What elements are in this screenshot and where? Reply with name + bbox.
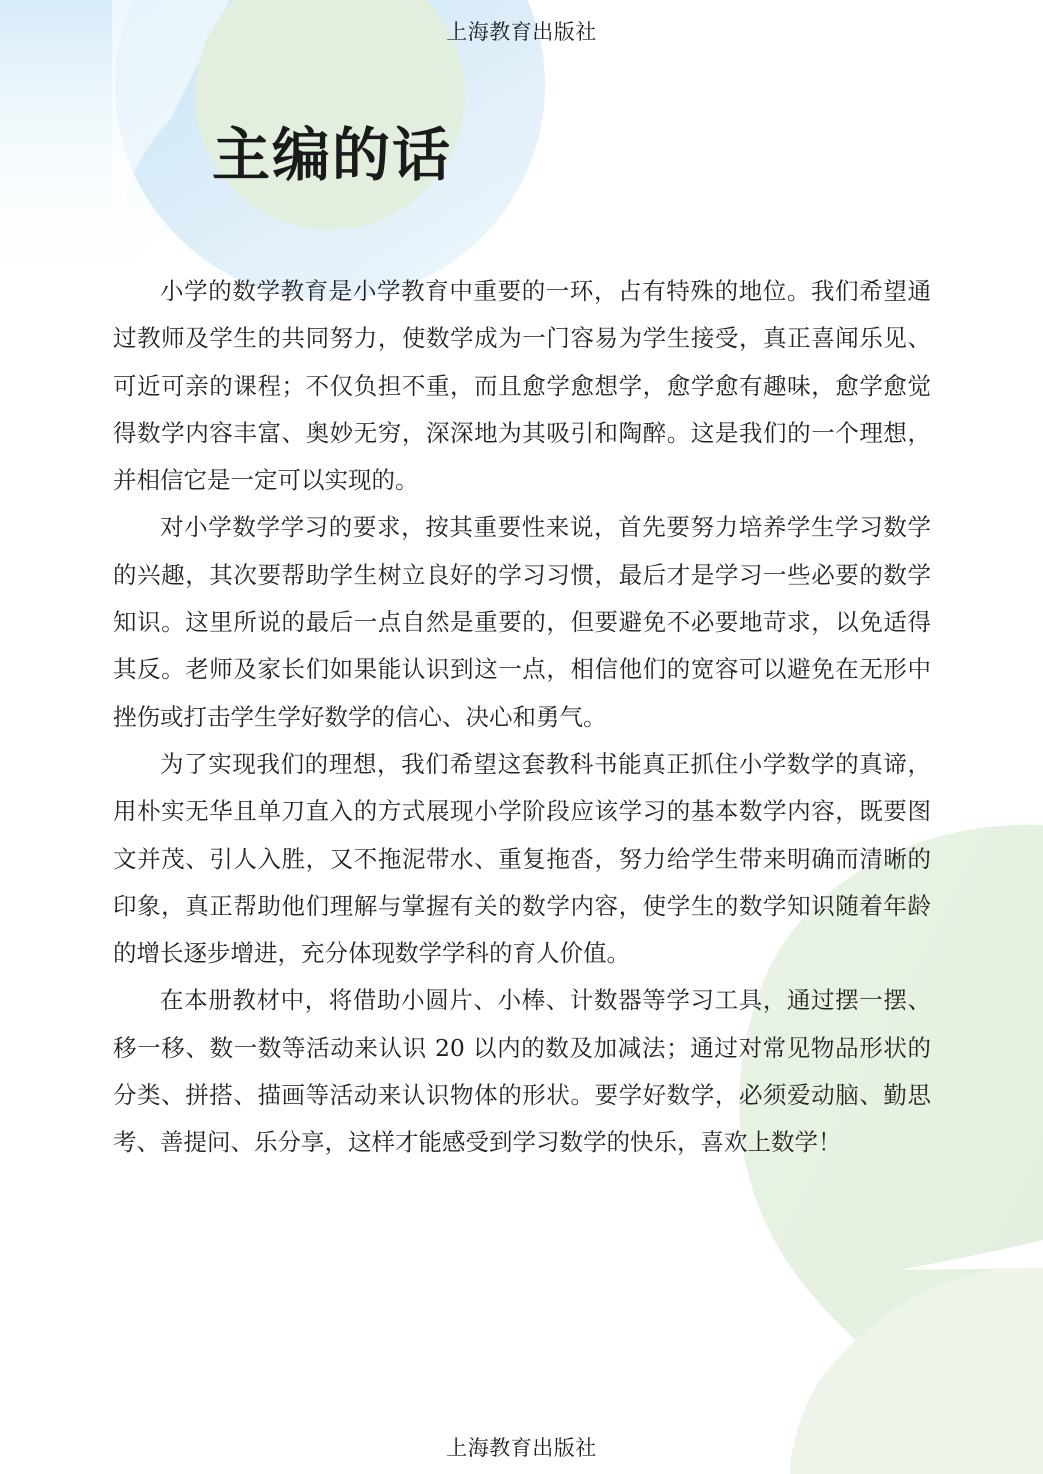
page-title: 主编的话: [212, 121, 453, 189]
paragraph-3: 为了实现我们的理想，我们希望这套教科书能真正抓住小学数学的真谛，用朴实无华且单刀直入的方式展现小学阶段应该学习的基本数学内容，既要图文并茂、引人入胜，又不拖泥带水、重复拖沓，努力给学生带来明确而清晰的印象，真正帮助他们理解与掌握有关的数学内容，使学生的数学知识随着年龄的增长逐步增进，充分体现数学学科的育人价值。: [113, 749, 931, 968]
footer-publisher: 上海教育出版社: [446, 1436, 597, 1460]
page-footer: [0, 1432, 1043, 1462]
paragraph-4: 在本册教材中，将借助小圆片、小棒、计数器等学习工具，通过摆一摆、移一移、数一数等活动来认识 20 以内的数及加减法；通过对常见物品形状的分类、拼搭、描画等活动来认识物体的形状。要学好数学，必须爱动脑、勤思考、善提问、乐分享，这样才能感受到学习数学的快乐，喜欢上数学！: [113, 986, 931, 1157]
paragraph-2: 对小学数学学习的要求，按其重要性来说，首先要努力培养学生学习数学的兴趣，其次要帮助学生树立良好的学习习惯，最后才是学习一些必要的数学知识。这里所说的最后一点自然是重要的，但要避免不必要地苛求，以免适得其反。老师及家长们如果能认识到这一点，相信他们的宽容可以避免在无形中挫伤或打击学生学好数学的信心、决心和勇气。: [113, 513, 931, 731]
body-text: [113, 268, 931, 1167]
page-header: [0, 16, 1043, 46]
paragraph-1: 小学的数学教育是小学教育中重要的一环，占有特殊的地位。我们希望通过教师及学生的共同努力，使数学成为一门容易为学生接受，真正喜闻乐见、可近可亲的课程；不仅负担不重，而且愈学愈想学，愈学愈有趣味，愈学愈觉得数学内容丰富、奥妙无穷，深深地为其吸引和陶醉。这是我们的一个理想，并相信它是一定可以实现的。: [113, 277, 931, 495]
header-publisher: 上海教育出版社: [446, 20, 597, 44]
